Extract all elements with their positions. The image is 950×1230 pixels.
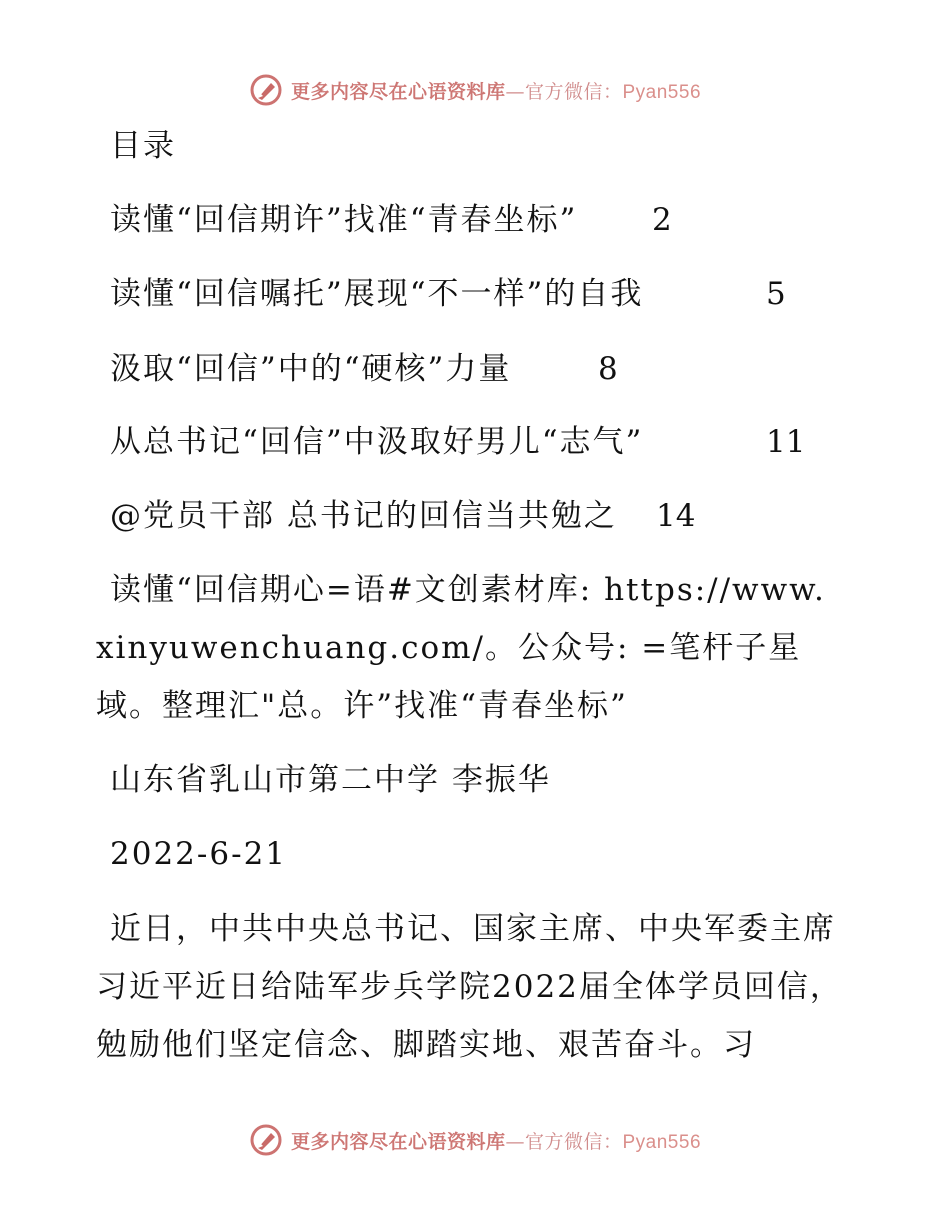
watermark-text: 更多内容尽在心语资料库—官方微信：Pyan556 bbox=[290, 1130, 702, 1153]
toc-entry-title[interactable]: 从总书记“回信”中汲取好男儿“志气” bbox=[110, 424, 644, 460]
article-author: 山东省乳山市第二中学 李振华 bbox=[110, 762, 551, 798]
top-watermark-banner bbox=[0, 70, 950, 110]
pen-nib-logo-icon bbox=[249, 1123, 283, 1157]
toc-heading: 目录 bbox=[110, 128, 176, 164]
toc-entry-title[interactable]: @党员干部 总书记的回信当共勉之 bbox=[110, 498, 617, 534]
toc-entry-title[interactable]: 读懂“回信期许”找准“青春坐标” bbox=[110, 202, 578, 238]
bottom-watermark-banner bbox=[0, 1120, 950, 1160]
toc-entry-title[interactable]: 读懂“回信嘱托”展现“不一样”的自我 bbox=[110, 276, 644, 312]
toc-entry-title[interactable]: 汲取“回信”中的“硬核”力量 bbox=[110, 351, 512, 387]
pen-nib-logo-icon bbox=[249, 73, 283, 107]
toc-entry-page: 14 bbox=[656, 498, 696, 534]
watermark-text: 更多内容尽在心语资料库—官方微信：Pyan556 bbox=[290, 80, 702, 103]
toc-entry-page: 2 bbox=[652, 202, 672, 238]
toc-entry-page: 8 bbox=[598, 351, 618, 387]
toc-entry-page: 5 bbox=[766, 276, 786, 312]
toc-entry-page: 11 bbox=[766, 424, 806, 460]
article-title: 读懂“回信期心=语#文创素材库: https://www.xinyuwenchuang.com/。公众号: =笔杆子星域。整理汇"总。许”找准“青春坐标” bbox=[96, 572, 826, 724]
article-date: 2022-6-21 bbox=[110, 836, 288, 872]
article-body: 近日，中共中央总书记、国家主席、中央军委主席习近平近日给陆军步兵学院2022届全体学员回信，勉励他们坚定信念、脚踏实地、艰苦奋斗。习 bbox=[96, 911, 843, 1063]
